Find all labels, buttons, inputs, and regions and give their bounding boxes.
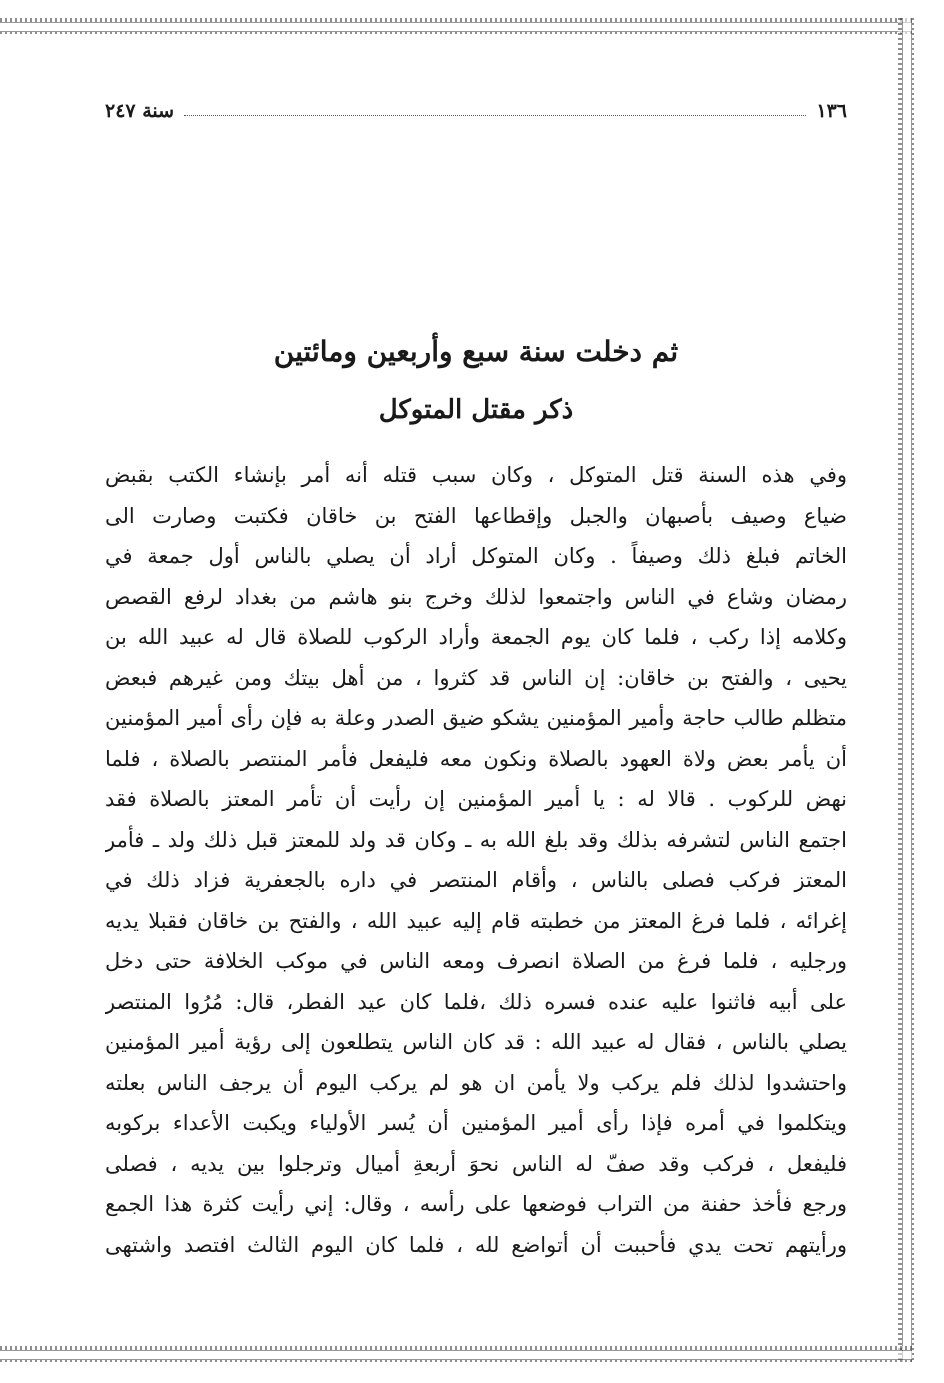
chapter-title: ثم دخلت سنة سبع وأربعين ومائتين: [273, 335, 679, 368]
text-line: ضياع وصيف بأصبهان والجبل وإقطاعها الفتح بن خاقان فكتبت وصارت الى: [105, 503, 847, 528]
text-line: يصلي بالناس ، فقال له عبيد الله : قد كان الناس يتطلعون إلى رؤية أمير المؤمنين: [105, 1030, 847, 1054]
text-line: اجتمع الناس لتشرفه بذلك وقد بلغ الله به ـ وكان قد ولد للمعتز قبل ذلك ولد ـ فأمر: [105, 827, 847, 852]
running-head: سنة ٢٤٧: [105, 100, 175, 122]
text-line: وفي هذه السنة قتل المتوكل ، وكان سبب قتله أنه أمر بإنشاء الكتب بقبض: [105, 463, 847, 487]
text-line: واحتشدوا لذلك فلم يركب ولا يأمن ان هو لم يركب اليوم أن يرجف الناس بعلته: [105, 1070, 847, 1095]
decorative-border-bottom: [0, 1346, 912, 1362]
text-line: فليفعل ، فركب وقد صفّ له الناس نحوَ أربعةِ أميال وترجلوا بين يديه ، فصلى: [105, 1151, 847, 1176]
text-line: على أبيه فاثنوا عليه عنده فسره ذلك ،فلما كان عيد الفطر، قال: مُرُوا المنتصر: [105, 989, 847, 1014]
text-line: ويتكلموا في أمره فإذا رأى أمير المؤمنين أن يُسر الأولياء ويكبت الأعداء بركوبه: [105, 1111, 847, 1135]
text-line: المعتز فركب فصلى بالناس ، وأقام المنتصر في داره بالجعفرية فزاد ذلك في: [105, 868, 847, 892]
decorative-border-top: [0, 18, 912, 34]
decorative-border-right: [898, 18, 914, 1362]
text-line: رمضان وشاع في الناس واجتمعوا لذلك وخرج بنو هاشم من بغداد لرفع القصص: [105, 584, 847, 609]
text-line: يحيى ، والفتح بن خاقان: إن الناس قد كثروا ، من أهل بيتك ومن غيرهم فبعض: [105, 665, 847, 690]
page-number: ١٣٦: [816, 100, 847, 122]
text-line: ورأيتهم تحت يدي فأحببت أن أتواضع لله ، فلما كان اليوم الثالث افتصد واشتهى: [105, 1232, 847, 1257]
text-line: ورجع فأخذ حفنة من التراب فوضعها على رأسه ، وقال: إني رأيت كثرة هذا الجمع: [105, 1192, 847, 1216]
text-line: نهض للركوب . قالا له : يا أمير المؤمنين إن رأيت أن تأمر المعتز بالصلاة فقد: [105, 787, 847, 811]
text-line: إغرائه ، فلما فرغ المعتز من خطبته قام إليه عبيد الله ، والفتح بن خاقان فقبلا يديه: [105, 908, 847, 933]
text-line: أن يأمر بعض ولاة العهود بالصلاة ونكون معه فليفعل فأمر المنتصر بالصلاة ، فلما: [105, 746, 847, 771]
text-line: وكلامه إذا ركب ، فلما كان يوم الجمعة وأراد الركوب للصلاة قال له عبيد الله بن: [105, 625, 847, 649]
text-line: ورجليه ، فلما فرغ من الصلاة انصرف ومعه الناس في موكب الخلافة حتى دخل: [105, 949, 847, 973]
section-title: ذكر مقتل المتوكل: [378, 395, 574, 425]
header-leader-dots: [184, 115, 806, 116]
page-header: [105, 92, 847, 122]
text-line: متظلم طالب حاجة وأمير المؤمنين يشكو ضيق الصدر وعلة به فإن رأى أمير المؤمنين: [105, 706, 847, 730]
body-text: [105, 455, 847, 1265]
text-line: الخاتم فبلغ ذلك وصيفاً . وكان المتوكل أراد أن يصلي بالناس أول جمعة في: [105, 544, 847, 568]
